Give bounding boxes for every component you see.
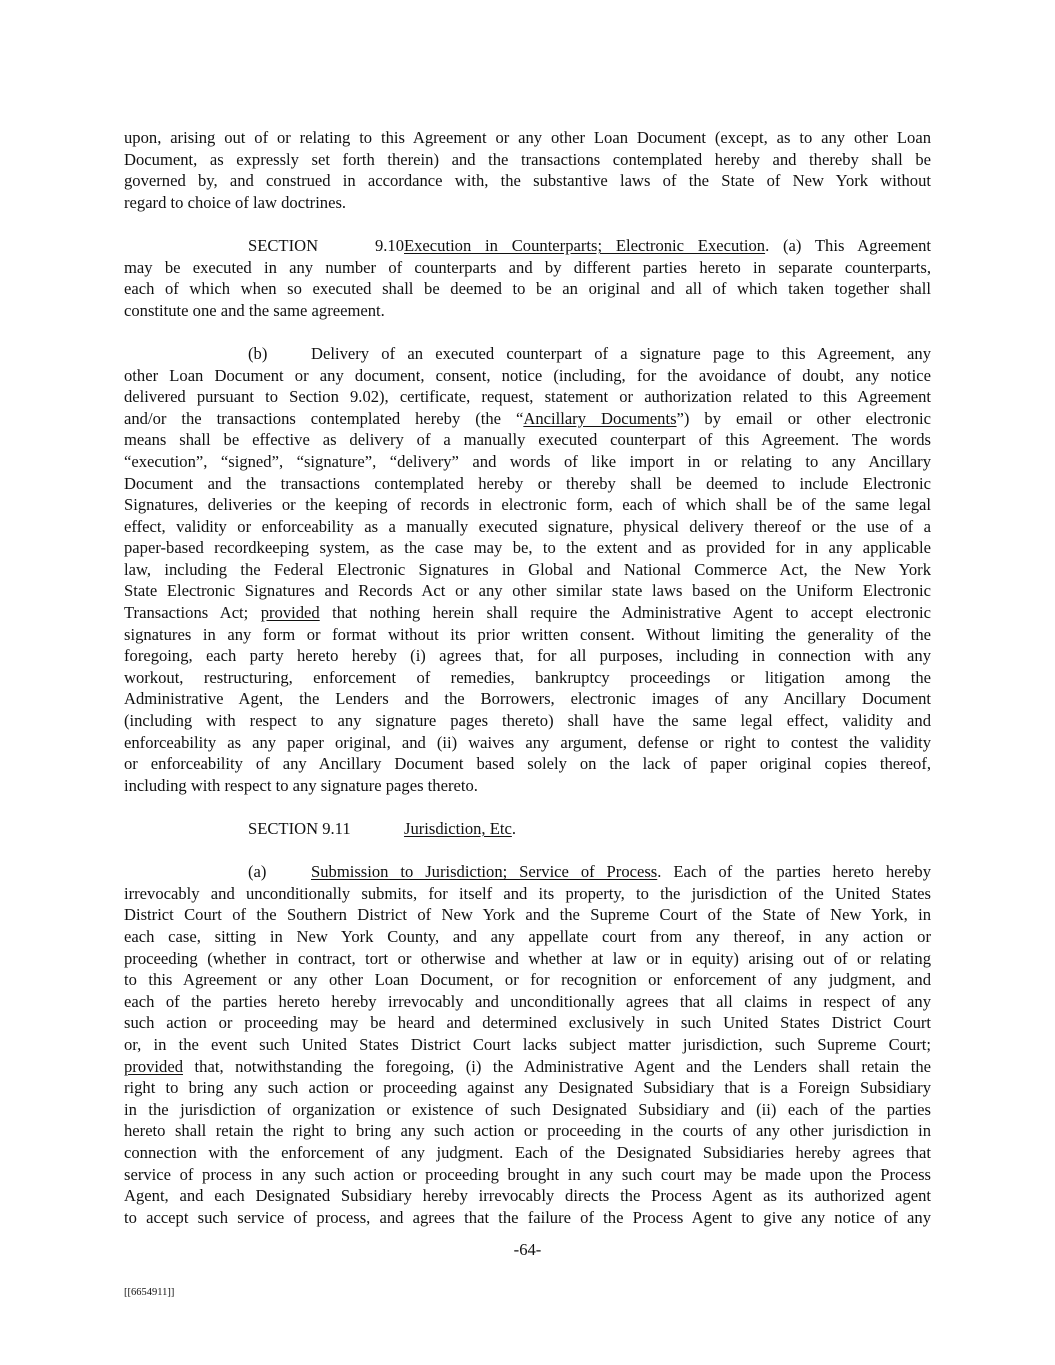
defined-term: Submission to Jurisdiction; Service of Process [311, 862, 658, 882]
text-line [124, 1012, 931, 1034]
text-run: other Loan Document or any document, consent, notice (including, for the avoidance of doubt, any notice [124, 365, 931, 385]
text-line [124, 494, 931, 516]
text-line [124, 948, 931, 970]
text-line [124, 365, 931, 387]
text-line [124, 688, 931, 710]
text-run: each of which when so executed shall be deemed to be an original and all of which taken together shall [124, 279, 931, 299]
paragraph-indent [124, 818, 248, 840]
line-text [124, 884, 931, 903]
line-text [124, 927, 931, 946]
text-line [124, 624, 931, 646]
text-run: hereto shall retain the right to bring any such action or proceeding in the courts of any other jurisdiction in [124, 1121, 931, 1141]
text-line [124, 602, 931, 624]
line-text [404, 235, 931, 257]
text-line [124, 235, 931, 257]
text-run: or, in the event such United States District Court lacks subject matter jurisdiction, such Supreme Court; [124, 1034, 931, 1054]
text-line [124, 408, 931, 430]
defined-term: Ancillary Documents [523, 408, 677, 428]
line-text [124, 495, 931, 514]
text-run: service of process in any such action or proceeding brought in any such court may be made upon the Process [124, 1164, 931, 1184]
text-run: foregoing, each party hereto hereby (i) agrees that, for all purposes, including in connection with any [124, 646, 931, 666]
text-run: enforceability as any paper original, and (ii) waives any argument, defense or right to contest the validity [124, 732, 931, 752]
text-run: . Each of the parties hereto hereby [657, 862, 931, 882]
line-text [124, 517, 931, 536]
text-line [124, 753, 931, 775]
line-text [124, 1057, 931, 1076]
text-run: and/or the transactions contemplated hereby (the “ [124, 408, 524, 428]
text-run: delivered pursuant to Section 9.02), certificate, request, statement or authorization related to this Agreement [124, 387, 931, 407]
text-line [124, 710, 931, 732]
text-line [124, 969, 931, 991]
text-line [124, 1142, 931, 1164]
line-text [124, 366, 931, 385]
text-line [124, 559, 931, 581]
text-run: connection with the enforcement of any judgment. Each of the Designated Subsidiaries hereby agrees that [124, 1142, 931, 1162]
text-run: including with respect to any signature pages thereto. [124, 775, 478, 795]
line-text [124, 1013, 931, 1032]
text-line [124, 667, 931, 689]
text-run: State Electronic Signatures and Records Act or any other similar state laws based on the Uniform Electronic [124, 581, 931, 601]
text-line [124, 149, 931, 171]
line-text [124, 430, 931, 449]
line-text [124, 970, 931, 989]
line-text [124, 1121, 931, 1140]
paragraph [124, 235, 931, 321]
text-line [124, 580, 931, 602]
document-id: [[6654911]] [124, 1287, 175, 1298]
text-line [124, 278, 931, 300]
line-text [124, 776, 478, 795]
text-run: Transactions Act; [124, 603, 261, 623]
defined-term: Execution in Counterparts; Electronic Execution [404, 235, 766, 255]
line-text [124, 258, 931, 277]
text-line [124, 1120, 931, 1142]
text-run: (including with respect to any signature pages thereto) shall have the same legal effect, validity and [124, 711, 931, 731]
text-line [124, 1185, 931, 1207]
text-line [124, 991, 931, 1013]
defined-term: provided [260, 603, 320, 623]
text-run: each of the parties hereto hereby irrevocably and unconditionally agrees that all claims in respect of any [124, 991, 931, 1011]
text-line [124, 732, 931, 754]
text-line [124, 192, 931, 214]
text-run: signatures in any form or format without its prior written consent. Without limiting the generality of the [124, 624, 931, 644]
text-line [124, 343, 931, 365]
text-line [124, 904, 931, 926]
text-line [124, 257, 931, 279]
document-body [124, 127, 931, 1250]
paragraph [124, 861, 931, 1228]
text-run: District Court of the Southern District of New York and the Supreme Court of the State of New York, in [124, 905, 931, 925]
text-run: regard to choice of law doctrines. [124, 192, 347, 212]
line-text [124, 1078, 931, 1097]
section-number: SECTION 9.10 [248, 235, 404, 255]
text-run: paper-based recordkeeping system, as the case may be, to the extent and as provided for in any applicable [124, 538, 931, 558]
text-run: Delivery of an executed counterpart of a signature page to this Agreement, any [311, 343, 931, 363]
text-run: in the jurisdiction of organization or existence of such Designated Subsidiary and (ii) each of the parties [124, 1099, 931, 1119]
text-run: proceeding (whether in contract, tort or otherwise and whether at law or in equity) arising out of or relating [124, 948, 931, 968]
line-text [124, 905, 931, 924]
defined-term: provided [124, 1056, 183, 1076]
section-number: SECTION 9.11 [248, 819, 351, 838]
text-run: ”) by email or other electronic [676, 408, 931, 428]
text-run: effect, validity or enforceability as a manually executed signature, physical delivery thereof or the use of a [124, 516, 931, 536]
line-text [124, 452, 931, 471]
line-text [124, 1165, 931, 1184]
text-line [124, 1099, 931, 1121]
text-line [124, 861, 931, 883]
line-text [124, 668, 931, 687]
line-text [124, 992, 931, 1011]
text-run: Document and the transactions contemplated hereby or thereby shall be deemed to include Electronic [124, 473, 931, 493]
line-text [124, 754, 931, 773]
text-run: Administrative Agent, the Lenders and the Borrowers, electronic images of any Ancillary Document [124, 689, 931, 709]
text-run: . [511, 819, 516, 838]
paragraph-indent [124, 343, 248, 365]
line-text [124, 409, 931, 428]
text-run: workout, restructuring, enforcement of remedies, bankruptcy proceedings or litigation among the [124, 667, 931, 687]
text-line [124, 429, 931, 451]
text-run: means shall be effective as delivery of a manually executed counterpart of this Agreement. The words [124, 430, 931, 450]
text-run: governed by, and construed in accordance with, the substantive laws of the State of New York without [124, 171, 931, 191]
page-number: -64- [513, 1240, 542, 1259]
text-run: Agent, and each Designated Subsidiary hereby irrevocably directs the Process Agent as its authorized agent [124, 1186, 931, 1206]
line-text [124, 538, 931, 557]
text-run: to this Agreement or any other Loan Document, or for recognition or enforcement of any judgment, and [124, 970, 931, 990]
text-line [124, 1207, 931, 1229]
text-line [124, 1034, 931, 1056]
section-number: (a) [248, 862, 267, 882]
line-text [124, 581, 931, 600]
paragraph [124, 818, 931, 840]
line-text [124, 150, 931, 169]
line-text [124, 603, 931, 622]
line-text [124, 279, 931, 298]
text-line [124, 300, 931, 322]
text-line [124, 1077, 931, 1099]
line-text [124, 301, 385, 320]
paragraph-indent [124, 235, 248, 257]
text-line [124, 451, 931, 473]
text-run: right to bring any such action or proceeding against any Designated Subsidiary that is a Foreign Subsidiary [124, 1078, 931, 1098]
line-text [124, 128, 931, 147]
text-run: “execution”, “signed”, “signature”, “delivery” and words of like import in or relating to any Ancillary [124, 451, 931, 471]
text-line [124, 127, 931, 149]
line-text [311, 343, 931, 365]
text-line [124, 473, 931, 495]
text-line [124, 386, 931, 408]
line-text [124, 560, 931, 579]
text-line [124, 516, 931, 538]
text-line [124, 883, 931, 905]
text-line [124, 775, 931, 797]
line-text [124, 949, 931, 968]
line-text [124, 171, 931, 190]
line-text [124, 733, 931, 752]
text-line [124, 1164, 931, 1186]
line-text [124, 193, 346, 212]
line-text [124, 1100, 931, 1119]
text-run: constitute one and the same agreement. [124, 300, 385, 320]
line-text [124, 689, 931, 708]
text-line [124, 926, 931, 948]
line-text [124, 474, 931, 493]
text-line [124, 170, 931, 192]
line-text [124, 1208, 931, 1227]
text-run: that nothing herein shall require the Administrative Agent to accept electronic [319, 603, 932, 623]
line-text [404, 818, 931, 840]
line-text [124, 625, 931, 644]
text-line [124, 1056, 931, 1078]
defined-term: Jurisdiction, Etc [404, 819, 512, 838]
line-text [124, 646, 931, 665]
section-number: (b) [248, 343, 268, 363]
line-text [311, 861, 931, 883]
text-run: law, including the Federal Electronic Signatures in Global and National Commerce Act, the New York [124, 559, 931, 579]
text-run: that, notwithstanding the foregoing, (i) the Administrative Agent and the Lenders shall retain the [183, 1056, 931, 1076]
paragraph [124, 127, 931, 213]
text-run: Signatures, deliveries or the keeping of records in electronic form, each of which shall be of the same legal [124, 495, 931, 515]
line-text [124, 1143, 931, 1162]
text-run: irrevocably and unconditionally submits, for itself and its property, to the jurisdiction of the United States [124, 883, 931, 903]
text-run: Document, as expressly set forth therein) and the transactions contemplated hereby and thereby shall be [124, 149, 931, 169]
text-run: such action or proceeding may be heard and determined exclusively in such United States District Court [124, 1013, 931, 1033]
paragraph [124, 343, 931, 796]
text-run: or enforceability of any Ancillary Document based solely on the lack of paper original copies thereof, [124, 754, 931, 774]
text-line [124, 537, 931, 559]
text-run: each case, sitting in New York County, and any appellate court from any thereof, in any action or [124, 926, 931, 946]
line-text [124, 1186, 931, 1205]
text-run: to accept such service of process, and agrees that the failure of the Process Agent to give any notice of any [124, 1207, 931, 1227]
line-text [124, 387, 931, 406]
text-run: . (a) This Agreement [765, 235, 932, 255]
paragraph-indent [124, 861, 248, 883]
line-text [124, 711, 931, 730]
text-line [124, 645, 931, 667]
text-run: upon, arising out of or relating to this Agreement or any other Loan Document (except, as to any other Loan [124, 128, 931, 147]
text-run: may be executed in any number of counterparts and by different parties hereto in separate counterparts, [124, 257, 931, 277]
line-text [124, 1035, 931, 1054]
text-line [124, 818, 931, 840]
